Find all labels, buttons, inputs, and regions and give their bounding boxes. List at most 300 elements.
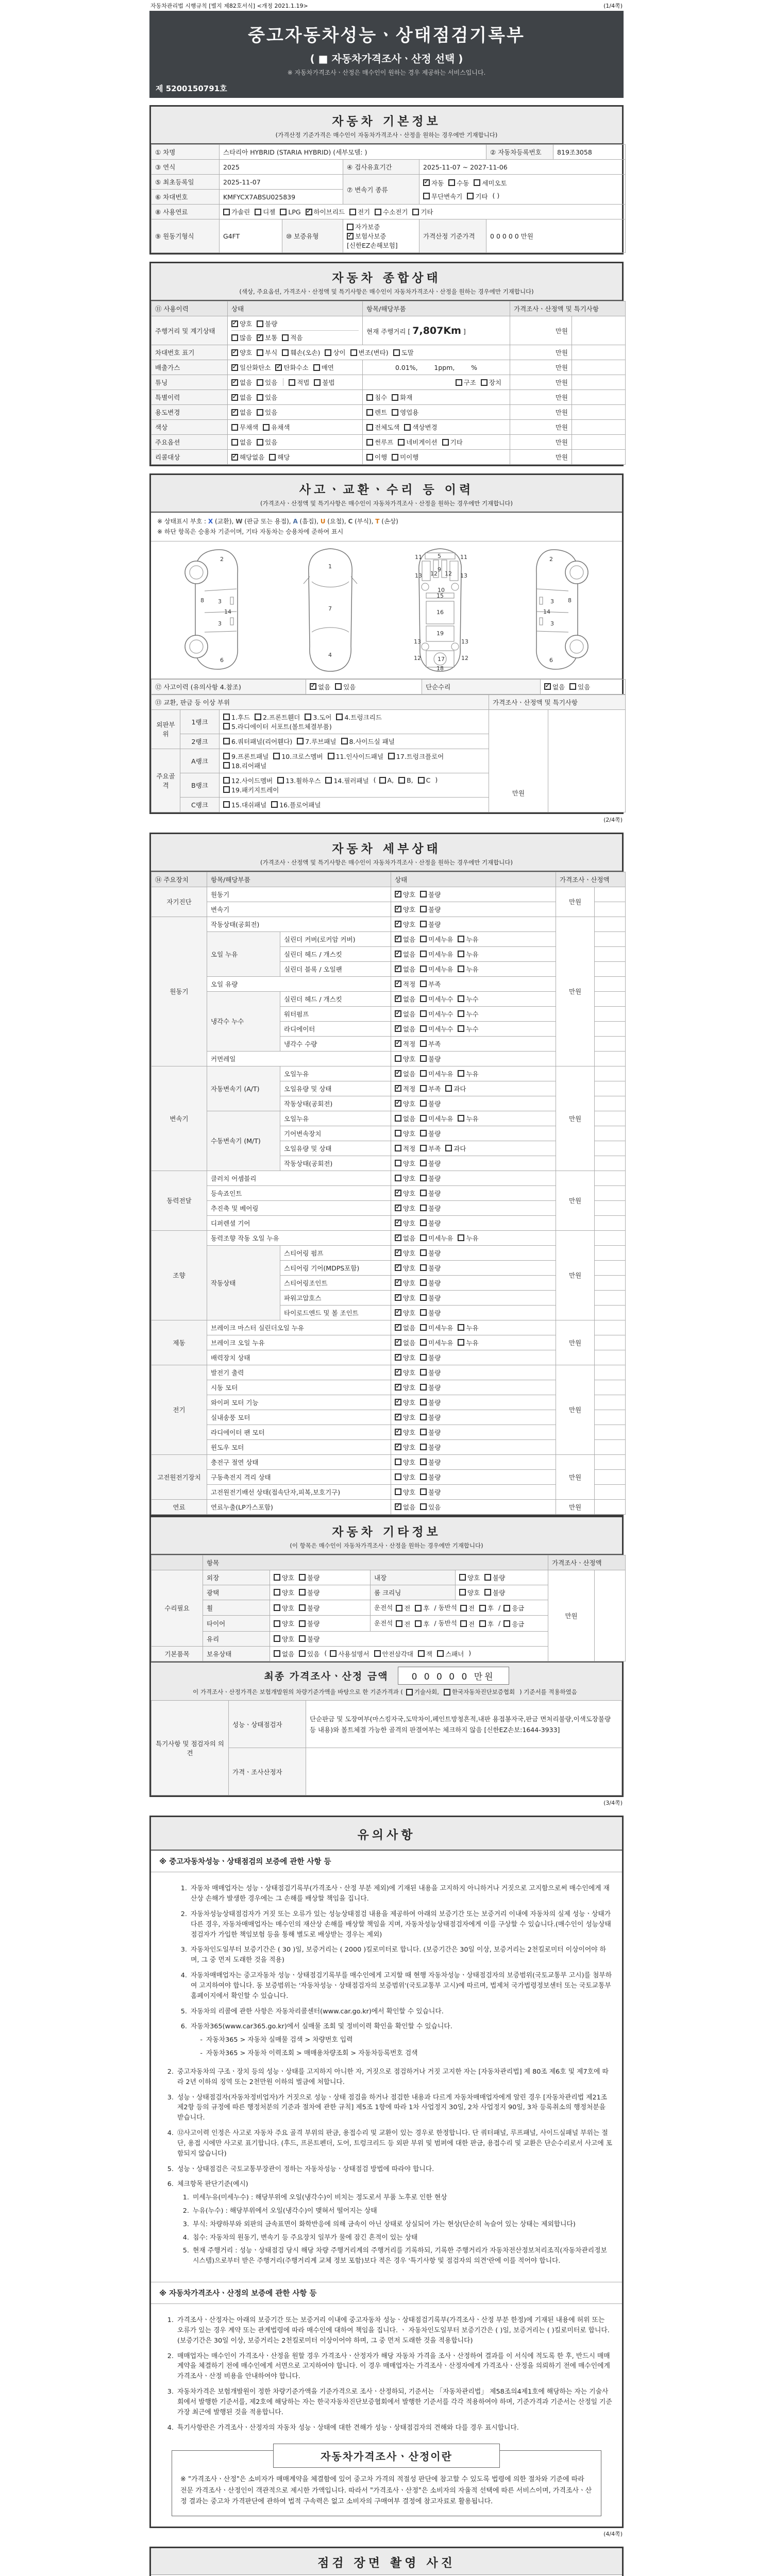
checkbox-없음[interactable] xyxy=(395,935,415,944)
checkbox-label: 부족 xyxy=(428,1084,441,1093)
checkbox-불량[interactable] xyxy=(420,1308,441,1317)
checkbox-없음[interactable] xyxy=(395,994,415,1004)
checkbox-불량[interactable] xyxy=(420,1368,441,1377)
checkbox-양호[interactable] xyxy=(395,1458,415,1467)
checkbox-자가보증[interactable] xyxy=(347,222,380,231)
checkbox-누유[interactable] xyxy=(458,1338,478,1347)
checkbox-기타[interactable] xyxy=(412,207,433,216)
checkbox-3.도어[interactable] xyxy=(305,713,331,722)
notice-text: 중고자동차의 구조ㆍ장치 등의 성능ㆍ상태를 고지하지 아니한 자, 거짓으로 점검하거나 거짓 고지한 자는 [자동차관리법] 제 80조 제6호 및 제7호에 따라 2년 이하의 징역 또는 2천만원 이하의 벌금에 처합니다. xyxy=(177,2067,609,2086)
checkbox-없음[interactable] xyxy=(395,1323,415,1332)
checkbox-세미오토[interactable] xyxy=(474,178,507,188)
checkbox-불량[interactable] xyxy=(420,1458,441,1467)
checkbox-box xyxy=(299,1604,306,1611)
header-detail-price: 가격조사ㆍ산정액 xyxy=(556,872,626,887)
checkbox-누유[interactable] xyxy=(458,1233,478,1243)
checkbox-양호[interactable] xyxy=(395,1383,415,1392)
detail-row xyxy=(152,1499,626,1514)
checkbox-스패너[interactable] xyxy=(437,1649,464,1658)
item-label: 와이퍼 모터 기능 xyxy=(207,1395,391,1410)
checkbox-불량[interactable] xyxy=(420,1204,441,1213)
checkbox-양호[interactable] xyxy=(459,1588,480,1597)
checkbox-label: 양호 xyxy=(403,1413,416,1421)
checkbox-label: 양호 xyxy=(403,1204,416,1212)
checkbox-양호[interactable] xyxy=(231,348,252,357)
checkbox-과다[interactable] xyxy=(445,1144,466,1153)
notice-subnumber: 4. xyxy=(182,2233,189,2242)
checkbox-안전삼각대[interactable] xyxy=(374,1649,413,1658)
checkbox-미세누유[interactable] xyxy=(420,1323,453,1332)
document-number: 제 5200150791호 xyxy=(156,84,227,93)
checkbox-후[interactable] xyxy=(479,1603,494,1613)
checkbox-16.플로어패널[interactable] xyxy=(271,800,321,809)
note-cell xyxy=(595,1350,626,1365)
checkbox-box xyxy=(420,1234,427,1241)
checkbox-렌트[interactable] xyxy=(366,408,387,417)
checkbox-전[interactable] xyxy=(460,1603,475,1613)
label-simple-repair: 단순수리 xyxy=(422,679,541,694)
device-group-연료: 연료 xyxy=(152,1499,207,1514)
note-cell xyxy=(595,1021,626,1036)
checkbox-누유[interactable] xyxy=(458,1114,478,1123)
checkbox-양호[interactable] xyxy=(274,1573,294,1582)
checkbox-불량[interactable] xyxy=(420,1129,441,1138)
checkbox-label: 없음 xyxy=(403,965,416,973)
checkbox-8.사이드실 패널[interactable] xyxy=(341,737,395,746)
checkbox-label: 불량 xyxy=(428,890,441,899)
checkbox-13.휠하우스[interactable] xyxy=(277,776,321,785)
checkbox-전[interactable] xyxy=(460,1619,475,1629)
checkbox-적정[interactable] xyxy=(395,1084,415,1093)
checkbox-응급[interactable] xyxy=(503,1619,524,1629)
checkbox-불량[interactable] xyxy=(420,1472,441,1482)
item-label: 오일유량 및 상태 xyxy=(280,1141,391,1156)
checkbox-기타[interactable] xyxy=(442,437,463,447)
checkbox-box xyxy=(420,891,427,897)
checkbox-없음[interactable] xyxy=(395,964,415,974)
checkbox-6.쿼터패널(리어휀다)[interactable] xyxy=(223,737,292,746)
checkbox-불량[interactable] xyxy=(299,1634,320,1643)
checkbox-미세누유[interactable] xyxy=(420,935,453,944)
checkbox-7.루브패널[interactable] xyxy=(297,737,336,746)
tuning-type-checks xyxy=(363,375,510,390)
checkbox-17.트렁크플로어[interactable] xyxy=(388,752,444,761)
checkbox-미세누유[interactable] xyxy=(420,1233,453,1243)
checkbox-box xyxy=(420,1473,427,1480)
checkbox-box xyxy=(479,1620,486,1627)
checkbox-있음[interactable] xyxy=(420,1502,441,1512)
checkbox-기타[interactable] xyxy=(467,192,488,201)
checkbox-양호[interactable] xyxy=(395,1099,415,1108)
checkbox-label: 없음 xyxy=(403,1025,416,1033)
checkbox-양호[interactable] xyxy=(395,1368,415,1377)
checkbox-box xyxy=(420,995,427,1002)
checkbox-불량[interactable] xyxy=(420,1174,441,1183)
checkbox-양호[interactable] xyxy=(395,1413,415,1422)
checkbox-해당없음[interactable] xyxy=(231,452,264,462)
checkbox-없음[interactable] xyxy=(395,950,415,959)
checkbox-부족[interactable] xyxy=(420,1084,441,1093)
checkbox-사용설명서[interactable] xyxy=(330,1649,369,1658)
checkbox-box xyxy=(330,1650,337,1657)
checkbox-양호[interactable] xyxy=(395,1278,415,1287)
checkbox-불량[interactable] xyxy=(299,1588,320,1597)
checkbox-화재[interactable] xyxy=(392,393,412,402)
checkbox-무채색[interactable] xyxy=(231,422,258,432)
notice-text: 성능ㆍ상태점검은 국토교통부장관이 정하는 자동차성능ㆍ상태점검 방법에 따라야 합니다. xyxy=(177,2165,434,2173)
checkbox-불량[interactable] xyxy=(420,1428,441,1437)
label-mileage: 주행거리 및 계기상태 xyxy=(152,316,228,345)
checkbox-불량[interactable] xyxy=(420,1398,441,1407)
checkbox-도말[interactable] xyxy=(393,348,414,357)
checkbox-box xyxy=(349,209,356,215)
checkbox-14.필러패널[interactable] xyxy=(325,776,368,785)
checkbox-없음[interactable] xyxy=(395,1069,415,1078)
checkbox-불량[interactable] xyxy=(420,1278,441,1287)
checkbox-없음[interactable] xyxy=(395,1233,415,1243)
checkbox-양호[interactable] xyxy=(395,1293,415,1302)
checkbox-불량[interactable] xyxy=(420,1263,441,1273)
checkbox-불량[interactable] xyxy=(299,1619,320,1628)
checkbox-양호[interactable] xyxy=(395,1189,415,1198)
checkbox-불량[interactable] xyxy=(484,1588,505,1597)
checkbox-label: 기타 xyxy=(450,438,463,446)
checkbox-label: 보통 xyxy=(265,334,278,342)
checkbox-양호[interactable] xyxy=(395,1428,415,1437)
checkbox-없음[interactable] xyxy=(231,378,252,387)
checkbox-없음[interactable] xyxy=(395,1338,415,1347)
checkbox-1.후드[interactable] xyxy=(223,713,250,722)
checkbox-양호[interactable] xyxy=(395,1204,415,1213)
checkbox-누유[interactable] xyxy=(458,1069,478,1078)
svg-text:3: 3 xyxy=(550,620,554,627)
item-label: 워터펌프 xyxy=(280,1006,391,1021)
checkbox-없음[interactable] xyxy=(310,682,330,691)
label-possession: 보유상태 xyxy=(203,1646,270,1661)
note-cell xyxy=(572,316,626,345)
checkbox-19.패키지트레이[interactable] xyxy=(223,785,279,794)
checkbox-box xyxy=(418,1650,425,1657)
checkbox-있음[interactable] xyxy=(257,408,277,417)
checkbox-없음[interactable] xyxy=(231,393,252,402)
checkbox-5.라디에이터 서포트(볼트체결부품)[interactable] xyxy=(223,722,332,731)
checkbox-양호[interactable] xyxy=(459,1573,480,1582)
checkbox-box xyxy=(257,439,263,446)
checkbox-양호[interactable] xyxy=(395,1308,415,1317)
checkbox-box xyxy=(274,1604,280,1611)
checkbox-양호[interactable] xyxy=(395,1174,415,1183)
checkbox-많음[interactable] xyxy=(231,333,252,342)
detail-row xyxy=(152,1051,626,1066)
checkbox-보통[interactable] xyxy=(257,333,277,342)
checkbox-box xyxy=(366,454,373,461)
checkbox-있음[interactable] xyxy=(299,1649,320,1658)
item-state xyxy=(391,1126,556,1141)
checkbox-양호[interactable] xyxy=(395,1218,415,1228)
checkbox-label: 누유 xyxy=(466,1324,479,1332)
checkbox-미이행[interactable] xyxy=(392,452,418,462)
checkbox-상이[interactable] xyxy=(325,348,345,357)
checkbox-label: 하이브리드 xyxy=(313,208,345,216)
checkbox-적정[interactable] xyxy=(395,1039,415,1048)
checkbox-누수[interactable] xyxy=(458,994,478,1004)
checkbox-일산화탄소[interactable] xyxy=(231,363,271,372)
checkbox-불량[interactable] xyxy=(420,1189,441,1198)
checkbox-한국자동차진단보증협회[interactable] xyxy=(444,1688,515,1696)
checkbox-매연[interactable] xyxy=(313,363,334,372)
checkbox-응급[interactable] xyxy=(503,1603,524,1613)
checkbox-미세누유[interactable] xyxy=(420,950,453,959)
note-cell xyxy=(595,991,626,1006)
checkbox-장치[interactable] xyxy=(481,378,501,387)
item-label: 스티어링 펌프 xyxy=(280,1245,391,1260)
checkbox-불량[interactable] xyxy=(484,1573,505,1582)
checkbox-없음[interactable] xyxy=(395,1024,415,1033)
checkbox-전기[interactable] xyxy=(349,207,370,216)
checkbox-가솔린[interactable] xyxy=(223,207,250,216)
recall-checks xyxy=(228,450,363,465)
checkbox-양호[interactable] xyxy=(395,1054,415,1063)
checkbox-수동[interactable] xyxy=(448,178,469,188)
notice-subitem xyxy=(160,2219,613,2230)
checkgroup-suffix: ( xyxy=(373,776,376,784)
checkbox-양호[interactable] xyxy=(231,319,252,328)
checkbox-미세누수[interactable] xyxy=(420,1024,453,1033)
label-emission: 배출가스 xyxy=(152,360,228,375)
checkbox-box xyxy=(460,1605,467,1612)
checkbox-누수[interactable] xyxy=(458,1024,478,1033)
checkbox-불량[interactable] xyxy=(420,1099,441,1108)
checkbox-누유[interactable] xyxy=(458,964,478,974)
checkbox-label: 7.루브패널 xyxy=(305,737,337,745)
checkbox-C[interactable] xyxy=(418,776,431,784)
checkbox-없음[interactable] xyxy=(231,437,252,447)
checkbox-후[interactable] xyxy=(415,1619,429,1629)
checkbox-있음[interactable] xyxy=(257,393,277,402)
checkbox-2.프론트휀더[interactable] xyxy=(255,713,300,722)
note-cell xyxy=(595,1141,626,1156)
checkbox-label: 자동 xyxy=(431,179,444,187)
checkbox-전체도색[interactable] xyxy=(366,422,399,432)
checkbox-없음[interactable] xyxy=(395,1114,415,1123)
checkbox-불량[interactable] xyxy=(299,1573,320,1582)
checkbox-불량[interactable] xyxy=(420,1293,441,1302)
notice-text: 성능ㆍ상태점검자(자동차정비업자)가 거짓으로 성능ㆍ상태 점검을 하거나 점검한 내용과 다르게 자동차매매업자에게 알린 경우 [자동차관리법 제21조 제2항 등의 규정에 따른 행정처분의 기준과 절차에 관한 규칙] 제5조 1항에 따라 1차 사업정지 30일, 2차 사업정지 90일, 3차 등록취소의 행정처분을 받습니다. xyxy=(177,2093,608,2122)
checkbox-label: 불량 xyxy=(428,1099,441,1108)
checkbox-미세누유[interactable] xyxy=(420,1069,453,1078)
checkbox-양호[interactable] xyxy=(395,890,415,899)
checkbox-label: 영업용 xyxy=(400,409,419,416)
checkbox-양호[interactable] xyxy=(395,1443,415,1452)
checkbox-적정[interactable] xyxy=(395,979,415,989)
checkbox-양호[interactable] xyxy=(274,1588,294,1597)
checkbox-해당[interactable] xyxy=(269,452,290,462)
checkbox-불량[interactable] xyxy=(420,1443,441,1452)
checkbox-색상변경[interactable] xyxy=(404,422,437,432)
checkbox-label: 불법 xyxy=(322,379,335,386)
checkbox-box xyxy=(231,334,238,341)
checkbox-양호[interactable] xyxy=(395,905,415,914)
checkbox-양호[interactable] xyxy=(274,1603,294,1613)
tuning-checks xyxy=(228,375,363,390)
checkbox-box xyxy=(297,738,304,744)
label-glass: 유리 xyxy=(203,1631,270,1646)
overall-condition-subtitle: (색상, 주요옵션, 가격조사ㆍ산정액 및 특기사항은 매수인이 자동차가격조사ㆍ산정을 원하는 경우에만 기재합니다) xyxy=(239,288,534,295)
checkbox-불량[interactable] xyxy=(420,1413,441,1422)
notice-subtext: 자동차365 > 자동차 실매물 검색 > 차량번호 입력 xyxy=(206,2036,353,2044)
checkbox-썬루프[interactable] xyxy=(366,437,393,447)
checkbox-불량[interactable] xyxy=(420,1487,441,1497)
checkbox-양호[interactable] xyxy=(395,1159,415,1168)
checkbox-box xyxy=(314,379,321,386)
checkbox-양호[interactable] xyxy=(274,1619,294,1628)
checkbox-디젤[interactable] xyxy=(255,207,275,216)
checkbox-불량[interactable] xyxy=(420,1353,441,1362)
checkbox-불량[interactable] xyxy=(420,1218,441,1228)
checkbox-양호[interactable] xyxy=(395,1263,415,1273)
checkbox-부족[interactable] xyxy=(420,1144,441,1153)
checkbox-미세누수[interactable] xyxy=(420,994,453,1004)
notice-subnumber: - xyxy=(200,2049,203,2058)
checkbox-불량[interactable] xyxy=(420,890,441,899)
checkbox-box xyxy=(459,1589,466,1596)
checkbox-B,[interactable] xyxy=(398,776,413,784)
checkbox-label: 도말 xyxy=(401,349,414,357)
checkbox-보험사보증[interactable] xyxy=(347,231,386,241)
basic-info-subtitle: (가격산정 기준가격은 매수인이 자동차가격조사ㆍ산정을 원하는 경우에만 기재합니다) xyxy=(275,131,498,139)
checkbox-전[interactable] xyxy=(396,1619,410,1629)
checkbox-적정[interactable] xyxy=(395,1144,415,1153)
checkbox-무단변속기[interactable] xyxy=(423,192,462,201)
checkbox-부식[interactable] xyxy=(257,348,277,357)
checkbox-미세누유[interactable] xyxy=(420,964,453,974)
inspector-opinion-table xyxy=(151,1700,622,1795)
row-color xyxy=(152,420,626,435)
checkbox-부족[interactable] xyxy=(420,1039,441,1048)
checkbox-15.대쉬패널[interactable] xyxy=(223,800,266,809)
checkbox-없음[interactable] xyxy=(231,408,252,417)
checkbox-양호[interactable] xyxy=(395,920,415,929)
checkbox-10.크로스멤버[interactable] xyxy=(273,752,323,761)
checkbox-자동[interactable] xyxy=(423,178,444,188)
checkbox-적법[interactable] xyxy=(289,378,309,387)
checkbox-box xyxy=(420,1055,427,1062)
checkbox-불량[interactable] xyxy=(299,1603,320,1613)
checkbox-없음[interactable] xyxy=(274,1649,294,1658)
checkbox-후[interactable] xyxy=(479,1619,494,1629)
checkbox-침수[interactable] xyxy=(366,393,387,402)
value-inspection-period: 2025-11-07 ~ 2027-11-06 xyxy=(419,160,626,175)
checkbox-영업용[interactable] xyxy=(392,408,418,417)
checkbox-box xyxy=(420,1459,427,1465)
checkbox-label: 양호 xyxy=(403,1488,416,1496)
checkbox-label: 전기 xyxy=(357,208,371,216)
checkbox-네비게이션[interactable] xyxy=(398,437,437,447)
checkbox-불량[interactable] xyxy=(420,1248,441,1258)
checkbox-4.트렁크리드[interactable] xyxy=(336,713,381,722)
checkbox-누수[interactable] xyxy=(458,1009,478,1019)
checkbox-label: 응급 xyxy=(512,1620,525,1628)
page-marker-3: (3/4쪽) xyxy=(603,1800,623,1807)
valuation-info-text: ※ "가격조사ㆍ산정"은 소비자가 매매계약을 체결함에 있어 중고차 가격의 적절성 판단에 참고할 수 있도록 법령에 의한 절차와 기준에 따라 전문 가격조사ㆍ산정인이 객관적으로 제시한 가액입니다. 따라서 "가격조사ㆍ산정"은 소비자의 자율적 선택에 따른 서비스이며, 가격조사ㆍ산정 결과는 중고차 가격판단에 관하여 법적 구속력은 없고 소비자의 구매여부 결정에 참고자료로 활용됩니다. xyxy=(180,2476,592,2506)
checkbox-기술사회,[interactable] xyxy=(406,1688,439,1696)
checkbox-9.프론트패널[interactable] xyxy=(223,752,268,761)
checkbox-후[interactable] xyxy=(415,1603,429,1613)
checkbox-box xyxy=(458,951,464,957)
checkbox-LPG[interactable] xyxy=(280,208,300,216)
checkbox-18.리어패널[interactable] xyxy=(223,761,266,770)
checkbox-수소전기[interactable] xyxy=(375,207,408,216)
checkbox-부족[interactable] xyxy=(420,979,441,989)
checkbox-box xyxy=(420,1309,427,1316)
checkbox-불량[interactable] xyxy=(420,1159,441,1168)
checkbox-불량[interactable] xyxy=(420,1383,441,1392)
car-side-right-diagram xyxy=(509,546,604,674)
checkbox-변조(변타)[interactable] xyxy=(350,348,389,357)
checkbox-미세누수[interactable] xyxy=(420,1009,453,1019)
checkbox-불량[interactable] xyxy=(420,920,441,929)
checkbox-불량[interactable] xyxy=(420,1054,441,1063)
checkbox-없음[interactable] xyxy=(544,682,565,691)
checkbox-잭[interactable] xyxy=(418,1649,432,1658)
checkbox-이행[interactable] xyxy=(366,452,387,462)
checkbox-12.사이드멤버[interactable] xyxy=(223,776,273,785)
checkbox-미세누유[interactable] xyxy=(420,1114,453,1123)
checkbox-있음[interactable] xyxy=(569,682,590,691)
checkbox-양호[interactable] xyxy=(395,1353,415,1362)
value-reg-no: 819조3058 xyxy=(553,145,626,160)
checkbox-탄화수소[interactable] xyxy=(275,363,308,372)
checkbox-양호[interactable] xyxy=(395,1487,415,1497)
checkbox-유채색[interactable] xyxy=(263,422,290,432)
checkbox-적음[interactable] xyxy=(282,333,303,342)
checkbox-없음[interactable] xyxy=(395,1502,415,1512)
state-symbol: T xyxy=(375,518,380,525)
label-interior: 내장 xyxy=(371,1570,456,1585)
checkbox-훼손(오손)[interactable] xyxy=(282,348,320,357)
checkbox-불량[interactable] xyxy=(420,905,441,914)
checkbox-있음[interactable] xyxy=(335,682,356,691)
notice-text: 자동차성능상태점검자가 거짓 또는 오류가 있는 성능상태점검 내용을 제공하여 아래의 보증기간 또는 보증거리 이내에 자동차의 실제 성능ㆍ상태가 다른 경우, 자동차매매업자는 매수인의 재산상 손해를 배상할 책임을 지며, 자동차성능상태점검자에게 이를 구상할 수 있습니다.(매수인이 성능상태점검자가 가입한 책임보험 등을 통해 별도로 배상받는 경우는 제외) xyxy=(191,1910,611,1939)
checkbox-11.인사이드패널[interactable] xyxy=(328,752,383,761)
checkbox-하이브리드[interactable] xyxy=(306,207,345,216)
checkbox-양호[interactable] xyxy=(395,1472,415,1482)
notice-number: 6. xyxy=(167,2180,174,2189)
checkbox-과다[interactable] xyxy=(445,1084,466,1093)
checkbox-양호[interactable] xyxy=(395,1248,415,1258)
checkbox-있음[interactable] xyxy=(257,378,277,387)
checkbox-누유[interactable] xyxy=(458,1323,478,1332)
checkbox-미세누유[interactable] xyxy=(420,1338,453,1347)
checkbox-누유[interactable] xyxy=(458,935,478,944)
checkbox-box xyxy=(420,1279,427,1286)
checkbox-label: 누유 xyxy=(466,1338,479,1347)
checkbox-양호[interactable] xyxy=(395,1398,415,1407)
checkbox-양호[interactable] xyxy=(395,1129,415,1138)
checkbox-불법[interactable] xyxy=(314,378,334,387)
checkbox-구조[interactable] xyxy=(456,378,476,387)
checkbox-box xyxy=(231,320,238,327)
checkbox-A,[interactable] xyxy=(379,776,394,784)
checkbox-양호[interactable] xyxy=(274,1634,294,1643)
checkbox-있음[interactable] xyxy=(257,437,277,447)
checkbox-box xyxy=(395,1055,401,1062)
checkbox-없음[interactable] xyxy=(395,1009,415,1019)
checkbox-누유[interactable] xyxy=(458,950,478,959)
checkbox-전[interactable] xyxy=(396,1603,410,1613)
checkbox-불량[interactable] xyxy=(257,319,277,328)
checkbox-label: 양호 xyxy=(403,1219,416,1227)
